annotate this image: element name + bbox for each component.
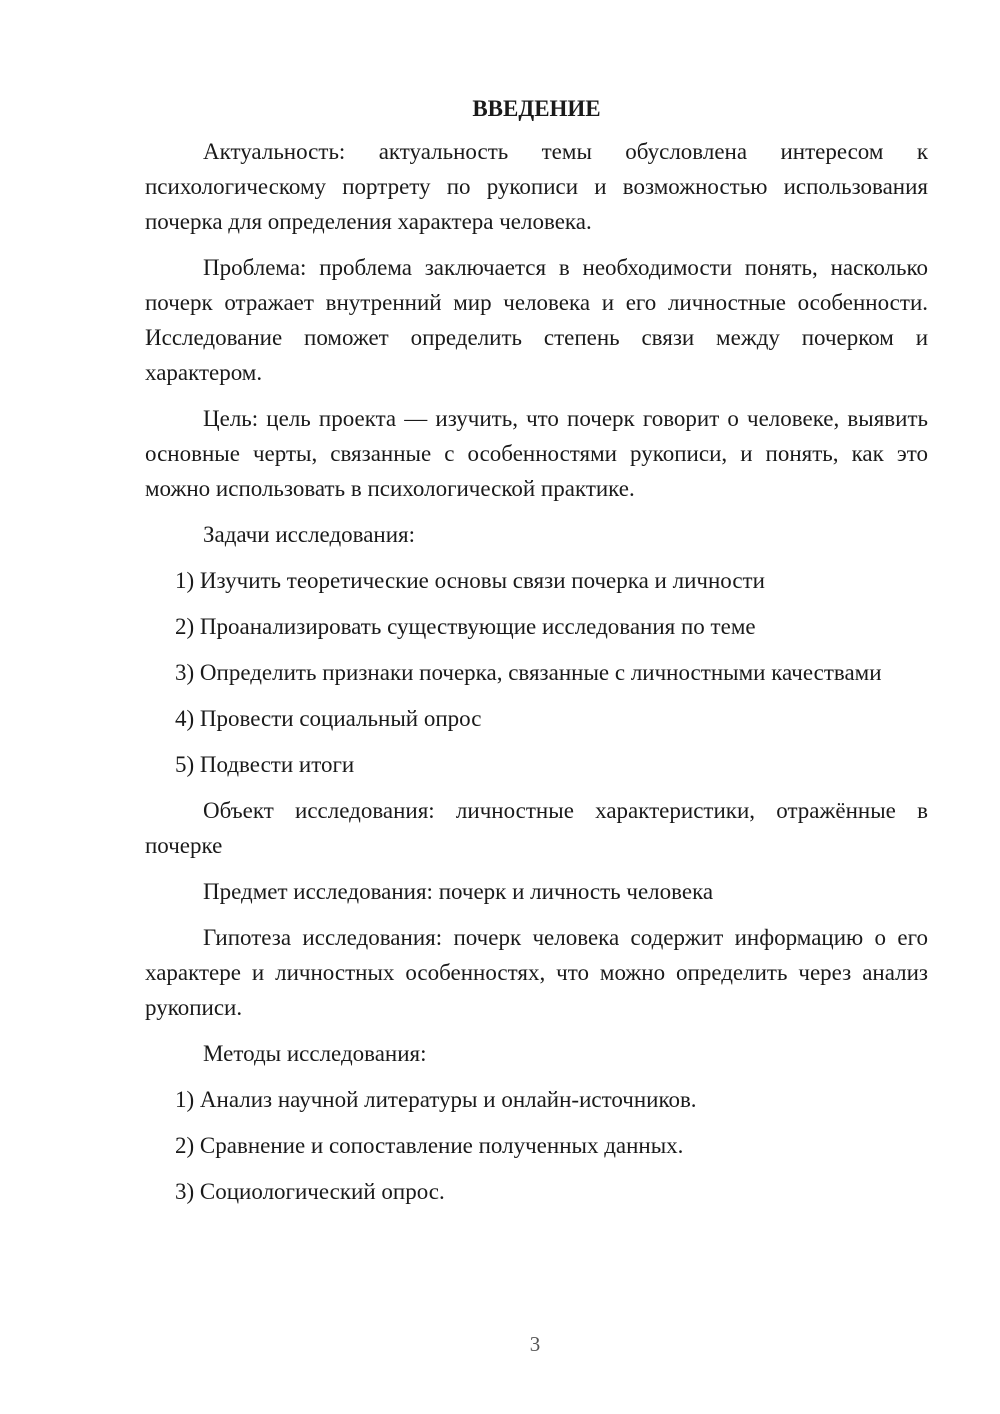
method-item-2: 2) Сравнение и сопоставление полученных данных.: [175, 1133, 684, 1158]
document-page: [145, 92, 928, 1220]
paragraph-object: Объект исследования: личностные характеристики, отражённые в почерке: [145, 798, 928, 858]
paragraph-hypothesis: Гипотеза исследования: почерк человека содержит информацию о его характере и личностных особенностях, что можно определить через анализ рукописи.: [145, 925, 928, 1020]
method-item-3: 3) Социологический опрос.: [175, 1179, 445, 1204]
task-item-1: 1) Изучить теоретические основы связи почерка и личности: [175, 568, 765, 593]
task-item-3: 3) Определить признаки почерка, связанные с личностными качествами: [175, 660, 882, 685]
task-item-4: 4) Провести социальный опрос: [175, 706, 482, 731]
page-number: 3: [529, 1332, 541, 1356]
section-title: ВВЕДЕНИЕ: [472, 96, 601, 121]
method-item-1: 1) Анализ научной литературы и онлайн-источников.: [175, 1087, 697, 1112]
paragraph-goal: Цель: цель проекта — изучить, что почерк говорит о человеке, выявить основные черты, связанные с особенностями рукописи, и понять, как это можно использовать в психологической практике.: [145, 406, 928, 501]
task-item-5: 5) Подвести итоги: [175, 752, 355, 777]
paragraph-problem: Проблема: проблема заключается в необходимости понять, насколько почерк отражает внутренний мир человека и его личностные особенности. Исследование поможет определить степень связи между почерком и характером.: [145, 255, 928, 385]
paragraph-relevance: Актуальность: актуальность темы обусловлена интересом к психологическому портрету по рукописи и возможностью использования почерка для определения характера человека.: [145, 139, 928, 234]
paragraph-subject: Предмет исследования: почерк и личность человека: [203, 879, 714, 904]
task-item-2: 2) Проанализировать существующие исследования по теме: [175, 614, 756, 639]
paragraph-tasks-heading: Задачи исследования:: [203, 522, 416, 547]
paragraph-methods-heading: Методы исследования:: [203, 1041, 427, 1066]
